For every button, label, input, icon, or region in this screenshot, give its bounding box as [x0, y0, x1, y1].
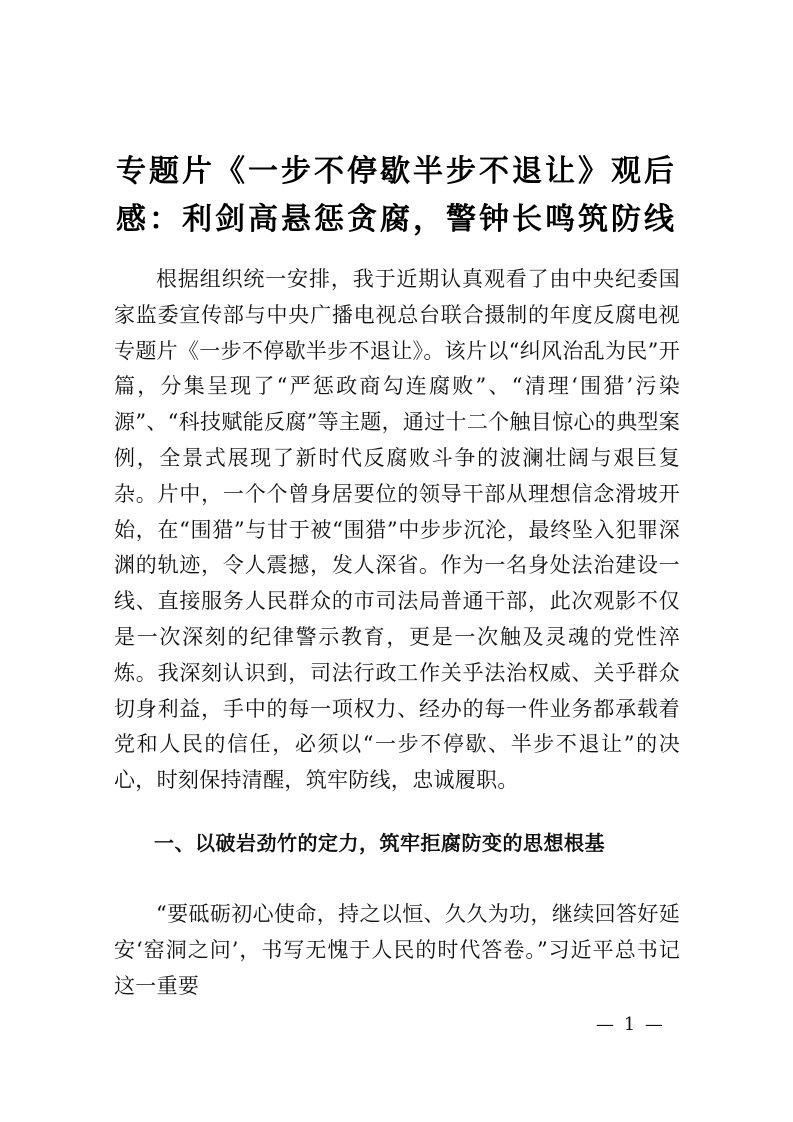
section-heading: 一、以破岩劲竹的定力，筑牢拒腐防变的思想根基 [154, 831, 605, 855]
document-title: 专题片《一步不停歇半步不退让》观后感：利剑高悬惩贪腐，警钟长鸣筑防线 [116, 154, 677, 237]
body-paragraph-intro: 根据组织统一安排，我于近期认真观看了由中央纪委国家监委宣传部与中央广播电视总台联合摄制的年度反腐电视专题片《一步不停歇半步不退让》。该片以“纠风治乱为民”开篇，分集呈现了“严惩政商勾连腐败”、“清理‘围猎’污染源”、“科技赋能反腐”等主题，通过十二个触目惊心的典型案例，全景式展现了新时代反腐败斗争的波澜壮阔与艰巨复杂。片中，一个个曾身居要位的领导干部从理想信念滑坡开始，在“围猎”与甘于被“围猎”中步步沉沦，最终坠入犯罪深渊的轨迹，令人震撼，发人深省。作为一名身处法治建设一线、直接服务人民群众的市司法局普通干部，此次观影不仅是一次深刻的纪律警示教育，更是一次触及灵魂的党性淬炼。我深刻认识到，司法行政工作关乎法治权威、关乎群众切身利益，手中的每一项权力、经办的每一件业务都承载着党和人民的信任，必须以“一步不停歇、半步不退让”的决心，时刻保持清醒，筑牢防线，忠诚履职。 [114, 267, 680, 793]
body-paragraph-section-1: “要砥砺初心使命，持之以恒、久久为功，继续回答好延安‘窑洞之问’，书写无愧于人民的时代答卷。”习近平总书记这一重要 [114, 902, 680, 998]
page-number: — 1 — [596, 1014, 665, 1035]
